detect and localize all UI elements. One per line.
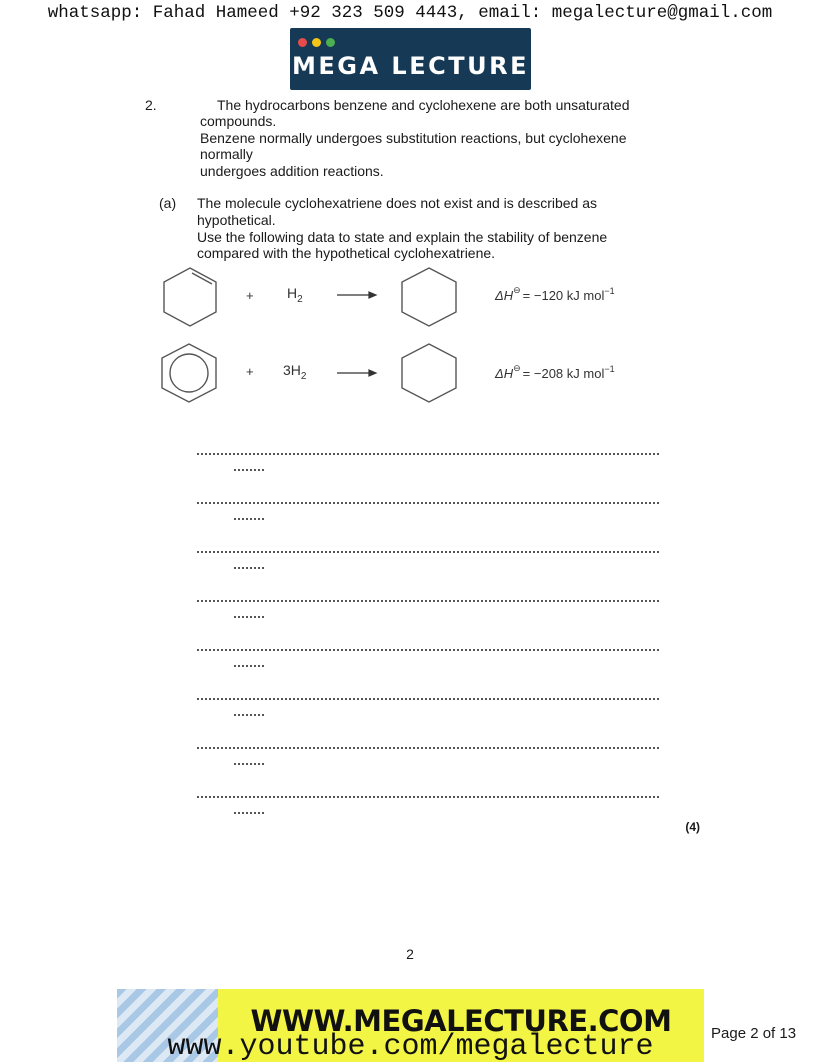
svg-text:ΔH⊖= −208 kJ mol−1 — [494, 363, 615, 381]
reaction-2-reagent-coef: 3 — [283, 362, 291, 378]
page-number: 2 — [406, 946, 414, 962]
reaction-2-reagent: H — [290, 362, 301, 378]
intro-line-4: normally — [200, 146, 253, 162]
answer-line-continuation[interactable] — [234, 608, 264, 618]
intro-line-5: undergoes addition reactions. — [200, 163, 384, 179]
reaction-1-reagent: H — [287, 285, 298, 301]
cyclohexene-structure-icon — [164, 268, 216, 326]
reaction-1 — [150, 262, 670, 334]
footer-youtube-link[interactable]: www.youtube.com/megalecture — [167, 1030, 654, 1064]
reaction-2-dh-label: ΔH — [495, 366, 514, 381]
reaction-2-dh-symbol: ⊖ — [513, 363, 521, 373]
svg-text:ΔH⊖= −120 kJ mol−1 — [494, 285, 615, 303]
part-a-line-2: hypothetical. — [197, 212, 276, 228]
answer-line-continuation[interactable] — [234, 706, 264, 716]
answer-line[interactable] — [197, 641, 659, 651]
answer-line-continuation[interactable] — [234, 510, 264, 520]
reaction-1-dh-label: ΔH — [495, 288, 514, 303]
reaction-2-dh-value: = −208 kJ mol — [522, 366, 605, 381]
reaction-2-dh-exp: −1 — [604, 364, 615, 374]
part-a-line-3: Use the following data to state and explain the stability of benzene — [197, 229, 608, 245]
benzene-structure-icon — [162, 344, 216, 402]
answer-line[interactable] — [197, 592, 659, 602]
answer-line[interactable] — [197, 739, 659, 749]
logo-dot-red-icon — [298, 38, 307, 47]
reaction-2-plus: + — [246, 364, 254, 379]
header-contact: whatsapp: Fahad Hameed +92 323 509 4443, email: megalecture@gmail.com — [47, 3, 773, 23]
logo-dot-yellow-icon — [312, 38, 321, 47]
answer-line-continuation[interactable] — [234, 461, 264, 471]
question-number: 2. — [145, 97, 157, 113]
answer-line-continuation[interactable] — [234, 559, 264, 569]
part-a-label: (a) — [159, 195, 177, 211]
part-a-line-1: The molecule cyclohexatriene does not exist and is described as — [197, 195, 597, 211]
answer-line[interactable] — [197, 788, 659, 798]
logo-dot-green-icon — [326, 38, 335, 47]
answer-line[interactable] — [197, 445, 659, 455]
reaction-1-dh-symbol: ⊖ — [513, 285, 521, 295]
reaction-1-plus: + — [246, 288, 254, 303]
cyclohexane-structure-icon — [402, 344, 456, 402]
footer-website[interactable]: WWW.MEGALECTURE.COM — [250, 1004, 672, 1038]
answer-line-continuation[interactable] — [234, 755, 264, 765]
marks-label: (4) — [685, 820, 700, 834]
logo-text: MEGA LECTURE — [292, 52, 529, 80]
reaction-2-reagent-sub: 2 — [300, 371, 307, 382]
answer-line[interactable] — [197, 690, 659, 700]
reaction-arrow-icon — [337, 292, 376, 298]
page-of-label: Page 2 of 13 — [711, 1025, 797, 1042]
reaction-2 — [150, 340, 670, 410]
answer-line[interactable] — [197, 494, 659, 504]
reaction-1-dh-value: = −120 kJ mol — [522, 288, 605, 303]
answer-line-continuation[interactable] — [234, 657, 264, 667]
part-a-line-4: compared with the hypothetical cyclohexatriene. — [197, 245, 496, 261]
reaction-1-reagent-sub: 2 — [297, 294, 303, 305]
mega-lecture-logo — [290, 28, 531, 90]
intro-line-3: Benzene normally undergoes substitution reactions, but cyclohexene — [200, 130, 627, 146]
cyclohexane-structure-icon — [402, 268, 456, 326]
svg-text:H2 — [287, 285, 303, 305]
intro-line-2: compounds. — [200, 113, 277, 129]
answer-line-continuation[interactable] — [234, 804, 264, 814]
reaction-arrow-icon — [337, 370, 376, 376]
intro-line-1: The hydrocarbons benzene and cyclohexene are both unsaturated — [217, 97, 630, 113]
answer-line[interactable] — [197, 543, 659, 553]
svg-text:3H2 — [283, 362, 307, 382]
reaction-1-dh-exp: −1 — [604, 286, 615, 296]
